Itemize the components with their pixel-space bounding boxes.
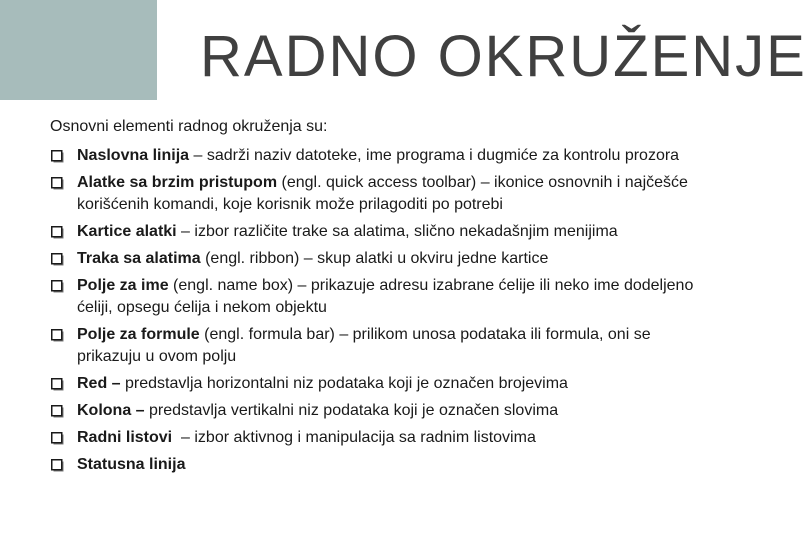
bullet-term: Statusna linija: [77, 456, 186, 473]
bullet-item: [50, 373, 700, 395]
hollow-square-bullet-icon: [51, 329, 64, 342]
hollow-square-bullet-icon: [51, 378, 64, 391]
slide-content: [50, 116, 700, 481]
bullet-item: [50, 275, 700, 319]
slide-title: RADNO OKRUŽENJE: [200, 24, 807, 89]
bullet-term: Radni listovi: [77, 429, 173, 446]
accent-block: [0, 0, 157, 100]
bullet-description: (engl. name box) – prikazuje adresu izabrane ćelije ili neko ime dodeljeno ćeliji, opsegu ćelija i nekom objektu: [77, 277, 698, 316]
hollow-square-bullet-icon: [51, 459, 64, 472]
hollow-square-bullet-icon: [51, 177, 64, 190]
bullet-term: Kolona –: [77, 402, 145, 419]
bullet-description: (engl. formula bar) – prilikom unosa podataka ili formula, oni se prikazuju u ovom polju: [77, 326, 656, 365]
bullet-description: (engl. quick access toolbar) – ikonice osnovnih i najčešće korišćenih komandi, koje korisnik može prilagoditi po potrebi: [77, 174, 693, 213]
hollow-square-bullet-icon: [51, 405, 64, 418]
bullet-description: predstavlja horizontalni niz podataka koji je označen brojevima: [120, 375, 568, 392]
hollow-square-bullet-icon: [51, 226, 64, 239]
bullet-item: [50, 324, 700, 368]
hollow-square-bullet-icon: [51, 150, 64, 163]
bullet-description: – izbor različite trake sa alatima, slično nekadašnjim menijima: [176, 223, 618, 240]
bullet-item: [50, 221, 700, 243]
bullet-item: [50, 427, 700, 449]
bullet-item: [50, 248, 700, 270]
bullet-description: predstavlja vertikalni niz podataka koji je označen slovima: [144, 402, 559, 419]
bullet-term: Alatke sa brzim pristupom: [77, 174, 278, 191]
intro-text: Osnovni elementi radnog okruženja su:: [50, 118, 328, 135]
bullet-description: (engl. ribbon) – skup alatki u okviru jedne kartice: [200, 250, 549, 267]
hollow-square-bullet-icon: [51, 432, 64, 445]
bullet-term: Polje za ime: [77, 277, 169, 294]
bullet-term: Kartice alatki: [77, 223, 177, 240]
bullet-item: [50, 172, 700, 216]
bullet-list: [50, 145, 700, 476]
bullet-description: – izbor aktivnog i manipulacija sa radnim listovima: [172, 429, 536, 446]
bullet-term: Polje za formule: [77, 326, 200, 343]
bullet-item: [50, 145, 700, 167]
hollow-square-bullet-icon: [51, 253, 64, 266]
bullet-item: [50, 454, 700, 476]
hollow-square-bullet-icon: [51, 280, 64, 293]
bullet-item: [50, 400, 700, 422]
bullet-term: Red –: [77, 375, 121, 392]
bullet-term: Naslovna linija: [77, 147, 190, 164]
bullet-description: – sadrži naziv datoteke, ime programa i dugmiće za kontrolu prozora: [189, 147, 680, 164]
bullet-term: Traka sa alatima: [77, 250, 201, 267]
